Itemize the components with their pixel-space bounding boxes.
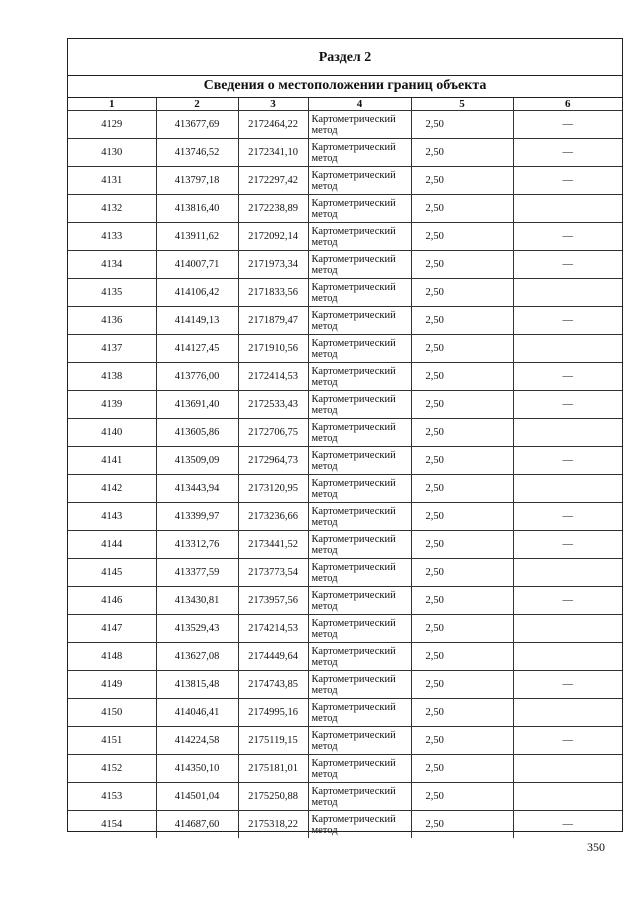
point-number-cell: 4143 [68,503,156,531]
method-label-line2: метод [311,376,338,388]
description-cell: — [513,587,622,615]
method-label-line2: метод [311,152,338,164]
method-label-line2: метод [311,656,338,668]
table-row [68,559,622,587]
table-header-row [68,98,622,111]
method-label-line1: Картометрический [311,309,396,321]
precision-cell: 2,50 [411,447,513,475]
precision-cell: 2,50 [411,195,513,223]
point-number-cell: 4141 [68,447,156,475]
method-cell [308,671,411,699]
method-label-line1: Картометрический [311,589,396,601]
y-coordinate-cell: 2173441,52 [238,531,308,559]
method-label-line1: Картометрический [311,757,396,769]
description-cell [513,335,622,363]
y-coordinate-cell: 2172092,14 [238,223,308,251]
method-label-line1: Картометрический [311,449,396,461]
method-label-line2: метод [311,600,338,612]
y-coordinate-cell: 2171879,47 [238,307,308,335]
method-label-line1: Картометрический [311,365,396,377]
method-label-line2: метод [311,544,338,556]
x-coordinate-cell: 413816,40 [156,195,238,223]
method-label-line1: Картометрический [311,533,396,545]
boundary-table [68,98,622,838]
method-cell [308,783,411,811]
table-row [68,391,622,419]
description-cell [513,643,622,671]
method-label-line1: Картометрический [311,253,396,265]
description-cell [513,783,622,811]
method-label-line1: Картометрический [311,225,396,237]
x-coordinate-cell: 414224,58 [156,727,238,755]
precision-cell: 2,50 [411,251,513,279]
column-header-2: 2 [156,98,238,111]
method-label-line2: метод [311,320,338,332]
point-number-cell: 4137 [68,335,156,363]
page-number: 350 [587,840,605,854]
description-cell: — [513,167,622,195]
point-number-cell: 4131 [68,167,156,195]
table-row [68,699,622,727]
y-coordinate-cell: 2175250,88 [238,783,308,811]
description-cell [513,419,622,447]
x-coordinate-cell: 413377,59 [156,559,238,587]
y-coordinate-cell: 2172964,73 [238,447,308,475]
y-coordinate-cell: 2173120,95 [238,475,308,503]
description-cell [513,475,622,503]
point-number-cell: 4129 [68,111,156,139]
x-coordinate-cell: 413399,97 [156,503,238,531]
precision-cell: 2,50 [411,419,513,447]
method-cell [308,223,411,251]
method-label-line1: Картометрический [311,617,396,629]
description-cell: — [513,391,622,419]
method-label-line2: метод [311,208,338,220]
table-row [68,531,622,559]
method-label-line2: метод [311,236,338,248]
x-coordinate-cell: 414007,71 [156,251,238,279]
method-label-line1: Картометрический [311,197,396,209]
point-number-cell: 4134 [68,251,156,279]
method-label-line1: Картометрический [311,729,396,741]
y-coordinate-cell: 2172464,22 [238,111,308,139]
column-header-1: 1 [68,98,156,111]
method-cell [308,167,411,195]
point-number-cell: 4148 [68,643,156,671]
x-coordinate-cell: 414127,45 [156,335,238,363]
table-row [68,195,622,223]
method-cell [308,503,411,531]
precision-cell: 2,50 [411,307,513,335]
description-cell: — [513,223,622,251]
table-row [68,223,622,251]
table-row [68,503,622,531]
table-row [68,447,622,475]
description-cell: — [513,727,622,755]
y-coordinate-cell: 2174449,64 [238,643,308,671]
point-number-cell: 4147 [68,615,156,643]
method-cell [308,279,411,307]
point-number-cell: 4130 [68,139,156,167]
y-coordinate-cell: 2172341,10 [238,139,308,167]
precision-cell: 2,50 [411,643,513,671]
column-header-4: 4 [308,98,411,111]
precision-cell: 2,50 [411,811,513,839]
description-cell [513,279,622,307]
description-cell: — [513,531,622,559]
point-number-cell: 4132 [68,195,156,223]
method-label-line1: Картометрический [311,477,396,489]
table-row [68,643,622,671]
x-coordinate-cell: 414687,60 [156,811,238,839]
table-row [68,167,622,195]
table-row [68,755,622,783]
y-coordinate-cell: 2172414,53 [238,363,308,391]
table-row [68,615,622,643]
x-coordinate-cell: 414046,41 [156,699,238,727]
y-coordinate-cell: 2173957,56 [238,587,308,615]
x-coordinate-cell: 413627,08 [156,643,238,671]
description-cell [513,195,622,223]
table-row [68,783,622,811]
description-cell: — [513,139,622,167]
point-number-cell: 4152 [68,755,156,783]
description-cell: — [513,363,622,391]
precision-cell: 2,50 [411,559,513,587]
point-number-cell: 4151 [68,727,156,755]
precision-cell: 2,50 [411,363,513,391]
method-label-line2: метод [311,432,338,444]
point-number-cell: 4149 [68,671,156,699]
description-cell [513,615,622,643]
column-header-3: 3 [238,98,308,111]
x-coordinate-cell: 413605,86 [156,419,238,447]
point-number-cell: 4135 [68,279,156,307]
x-coordinate-cell: 413312,76 [156,531,238,559]
method-cell [308,615,411,643]
method-label-line2: метод [311,768,338,780]
y-coordinate-cell: 2172297,42 [238,167,308,195]
method-label-line1: Картометрический [311,421,396,433]
x-coordinate-cell: 414350,10 [156,755,238,783]
description-cell: — [513,447,622,475]
x-coordinate-cell: 414501,04 [156,783,238,811]
method-cell [308,139,411,167]
table-row [68,279,622,307]
table-row [68,419,622,447]
x-coordinate-cell: 413529,43 [156,615,238,643]
method-label-line2: метод [311,460,338,472]
table-row [68,111,622,139]
table-row [68,251,622,279]
x-coordinate-cell: 413746,52 [156,139,238,167]
method-label-line1: Картометрический [311,337,396,349]
method-label-line1: Картометрический [311,113,396,125]
method-label-line1: Картометрический [311,813,396,825]
precision-cell: 2,50 [411,727,513,755]
description-cell [513,755,622,783]
method-label-line2: метод [311,124,338,136]
x-coordinate-cell: 413815,48 [156,671,238,699]
method-cell [308,587,411,615]
point-number-cell: 4154 [68,811,156,839]
precision-cell: 2,50 [411,475,513,503]
method-label-line2: метод [311,292,338,304]
point-number-cell: 4133 [68,223,156,251]
method-cell [308,335,411,363]
x-coordinate-cell: 414106,42 [156,279,238,307]
method-label-line2: метод [311,488,338,500]
method-cell [308,251,411,279]
y-coordinate-cell: 2174995,16 [238,699,308,727]
precision-cell: 2,50 [411,699,513,727]
precision-cell: 2,50 [411,279,513,307]
method-label-line2: метод [311,516,338,528]
x-coordinate-cell: 413443,94 [156,475,238,503]
method-cell [308,699,411,727]
x-coordinate-cell: 413797,18 [156,167,238,195]
method-cell [308,727,411,755]
description-cell [513,699,622,727]
method-label-line2: метод [311,740,338,752]
precision-cell: 2,50 [411,755,513,783]
point-number-cell: 4139 [68,391,156,419]
method-label-line2: метод [311,348,338,360]
method-label-line1: Картометрический [311,561,396,573]
method-label-line1: Картометрический [311,645,396,657]
method-label-line2: метод [311,404,338,416]
point-number-cell: 4153 [68,783,156,811]
precision-cell: 2,50 [411,167,513,195]
method-label-line2: метод [311,796,338,808]
method-label-line2: метод [311,684,338,696]
table-row [68,363,622,391]
point-number-cell: 4138 [68,363,156,391]
document-sheet [67,38,623,836]
precision-cell: 2,50 [411,111,513,139]
method-cell [308,531,411,559]
x-coordinate-cell: 413677,69 [156,111,238,139]
method-label-line2: метод [311,712,338,724]
method-label-line2: метод [311,264,338,276]
precision-cell: 2,50 [411,335,513,363]
precision-cell: 2,50 [411,671,513,699]
precision-cell: 2,50 [411,503,513,531]
y-coordinate-cell: 2175318,22 [238,811,308,839]
point-number-cell: 4150 [68,699,156,727]
point-number-cell: 4144 [68,531,156,559]
x-coordinate-cell: 413776,00 [156,363,238,391]
x-coordinate-cell: 413691,40 [156,391,238,419]
method-cell [308,643,411,671]
table-row [68,335,622,363]
y-coordinate-cell: 2172238,89 [238,195,308,223]
method-cell [308,419,411,447]
y-coordinate-cell: 2175119,15 [238,727,308,755]
method-label-line1: Картометрический [311,281,396,293]
point-number-cell: 4136 [68,307,156,335]
table-row [68,587,622,615]
method-label-line2: метод [311,180,338,192]
y-coordinate-cell: 2174214,53 [238,615,308,643]
table-row [68,139,622,167]
column-header-6: 6 [513,98,622,111]
method-cell [308,475,411,503]
y-coordinate-cell: 2175181,01 [238,755,308,783]
point-number-cell: 4140 [68,419,156,447]
table-row [68,475,622,503]
description-cell: — [513,307,622,335]
x-coordinate-cell: 413911,62 [156,223,238,251]
description-cell: — [513,503,622,531]
y-coordinate-cell: 2173773,54 [238,559,308,587]
precision-cell: 2,50 [411,587,513,615]
y-coordinate-cell: 2171833,56 [238,279,308,307]
description-cell [513,559,622,587]
method-cell [308,811,411,839]
method-cell [308,447,411,475]
precision-cell: 2,50 [411,391,513,419]
point-number-cell: 4145 [68,559,156,587]
description-cell: — [513,111,622,139]
column-header-5: 5 [411,98,513,111]
x-coordinate-cell: 413509,09 [156,447,238,475]
precision-cell: 2,50 [411,531,513,559]
description-cell: — [513,671,622,699]
method-label-line1: Картометрический [311,141,396,153]
y-coordinate-cell: 2174743,85 [238,671,308,699]
table-body [68,111,622,839]
table-row [68,811,622,839]
point-number-cell: 4142 [68,475,156,503]
method-label-line1: Картометрический [311,701,396,713]
table-row [68,307,622,335]
point-number-cell: 4146 [68,587,156,615]
section-subtitle: Сведения о местоположении границ объекта [68,76,622,98]
y-coordinate-cell: 2173236,66 [238,503,308,531]
y-coordinate-cell: 2172533,43 [238,391,308,419]
description-cell: — [513,251,622,279]
method-cell [308,559,411,587]
precision-cell: 2,50 [411,783,513,811]
method-label-line1: Картометрический [311,393,396,405]
method-cell [308,195,411,223]
method-label-line2: метод [311,572,338,584]
method-label-line1: Картометрический [311,169,396,181]
method-label-line2: метод [311,824,338,836]
method-cell [308,111,411,139]
method-cell [308,391,411,419]
table-row [68,727,622,755]
precision-cell: 2,50 [411,139,513,167]
description-cell: — [513,811,622,839]
method-label-line2: метод [311,628,338,640]
x-coordinate-cell: 414149,13 [156,307,238,335]
y-coordinate-cell: 2171910,56 [238,335,308,363]
method-label-line1: Картометрический [311,673,396,685]
precision-cell: 2,50 [411,615,513,643]
section-title: Раздел 2 [68,39,622,76]
method-label-line1: Картометрический [311,785,396,797]
method-label-line1: Картометрический [311,505,396,517]
method-cell [308,755,411,783]
x-coordinate-cell: 413430,81 [156,587,238,615]
table-row [68,671,622,699]
precision-cell: 2,50 [411,223,513,251]
method-cell [308,307,411,335]
y-coordinate-cell: 2172706,75 [238,419,308,447]
method-cell [308,363,411,391]
y-coordinate-cell: 2171973,34 [238,251,308,279]
